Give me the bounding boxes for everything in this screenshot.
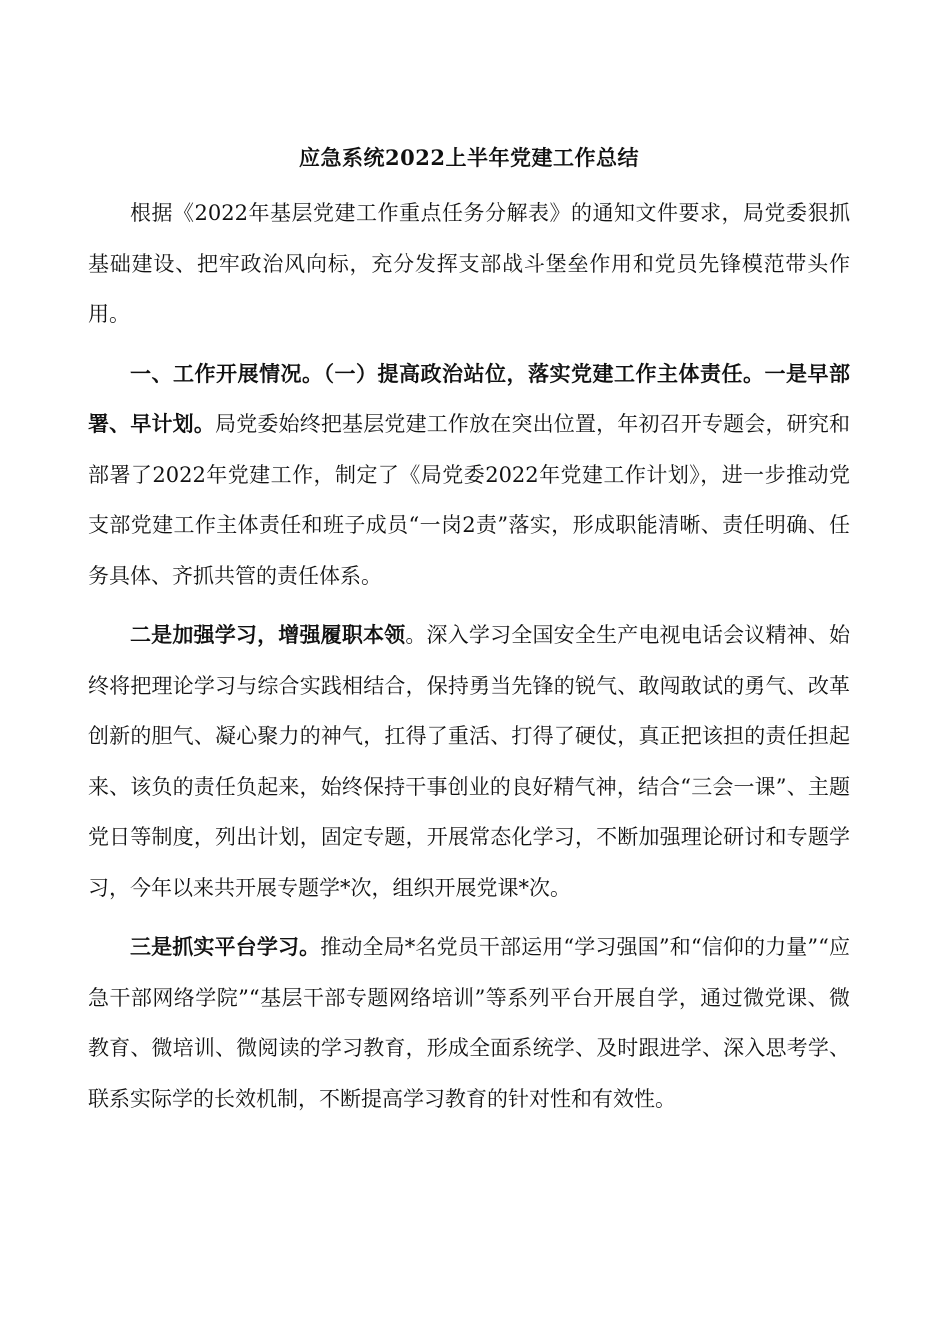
paragraph-study xyxy=(88,610,850,913)
paragraph-section-one xyxy=(88,349,850,602)
paragraph-intro xyxy=(88,188,850,340)
section-heading-bold: 二是加强学习，增强履职本领 xyxy=(130,622,406,647)
paragraph-text: 。深入学习全国安全生产电视电话会议精神、始终将把理论学习与综合实践相结合，保持勇当先锋的锐气、敢闯敢试的勇气、改革创新的胆气、凝心聚力的神气，扛得了重活、打得了硬仗，真正把该担的责任担起来、该负的责任负起来，始终保持干事创业的良好精气神，结合“三会一课”、主题党日等制度，列出计划，固定专题，开展常态化学习，不断加强理论研讨和专题学习，今年以来共开展专题学*次，组织开展党课*次。 xyxy=(88,623,851,900)
paragraph-text: 局党委始终把基层党建工作放在突出位置，年初召开专题会，研究和部署了2022年党建工作，制定了《局党委2022年党建工作计划》，进一步推动党支部党建工作主体责任和班子成员“一岗2责”落实，形成职能清晰、责任明确、任务具体、齐抓共管的责任体系。 xyxy=(88,412,850,588)
document-body xyxy=(88,140,850,1133)
paragraph-text: 推动全局*名党员干部运用“学习强国”和“信仰的力量”“应急干部网络学院”“基层干部专题网络培训”等系列平台开展自学，通过微党课、微教育、微培训、微阅读的学习教育，形成全面系统学、及时跟进学、深入思考学、联系实际学的长效机制，不断提高学习教育的针对性和有效性。 xyxy=(88,935,851,1111)
paragraph-platform xyxy=(88,922,850,1124)
section-heading-bold: 三是抓实平台学习。 xyxy=(130,934,321,959)
document-title: 应急系统2022上半年党建工作总结 xyxy=(299,145,639,170)
paragraph-text: 根据《2022年基层党建工作重点任务分解表》的通知文件要求，局党委狠抓基础建设、把牢政治风向标，充分发挥支部战斗堡垒作用和党员先锋模范带头作用。 xyxy=(88,201,850,326)
section-heading-bold: 一、工作开展情况。（一）提高政治站位，落实党建工作主体责任。一是早部署、早计划。 xyxy=(88,360,850,436)
